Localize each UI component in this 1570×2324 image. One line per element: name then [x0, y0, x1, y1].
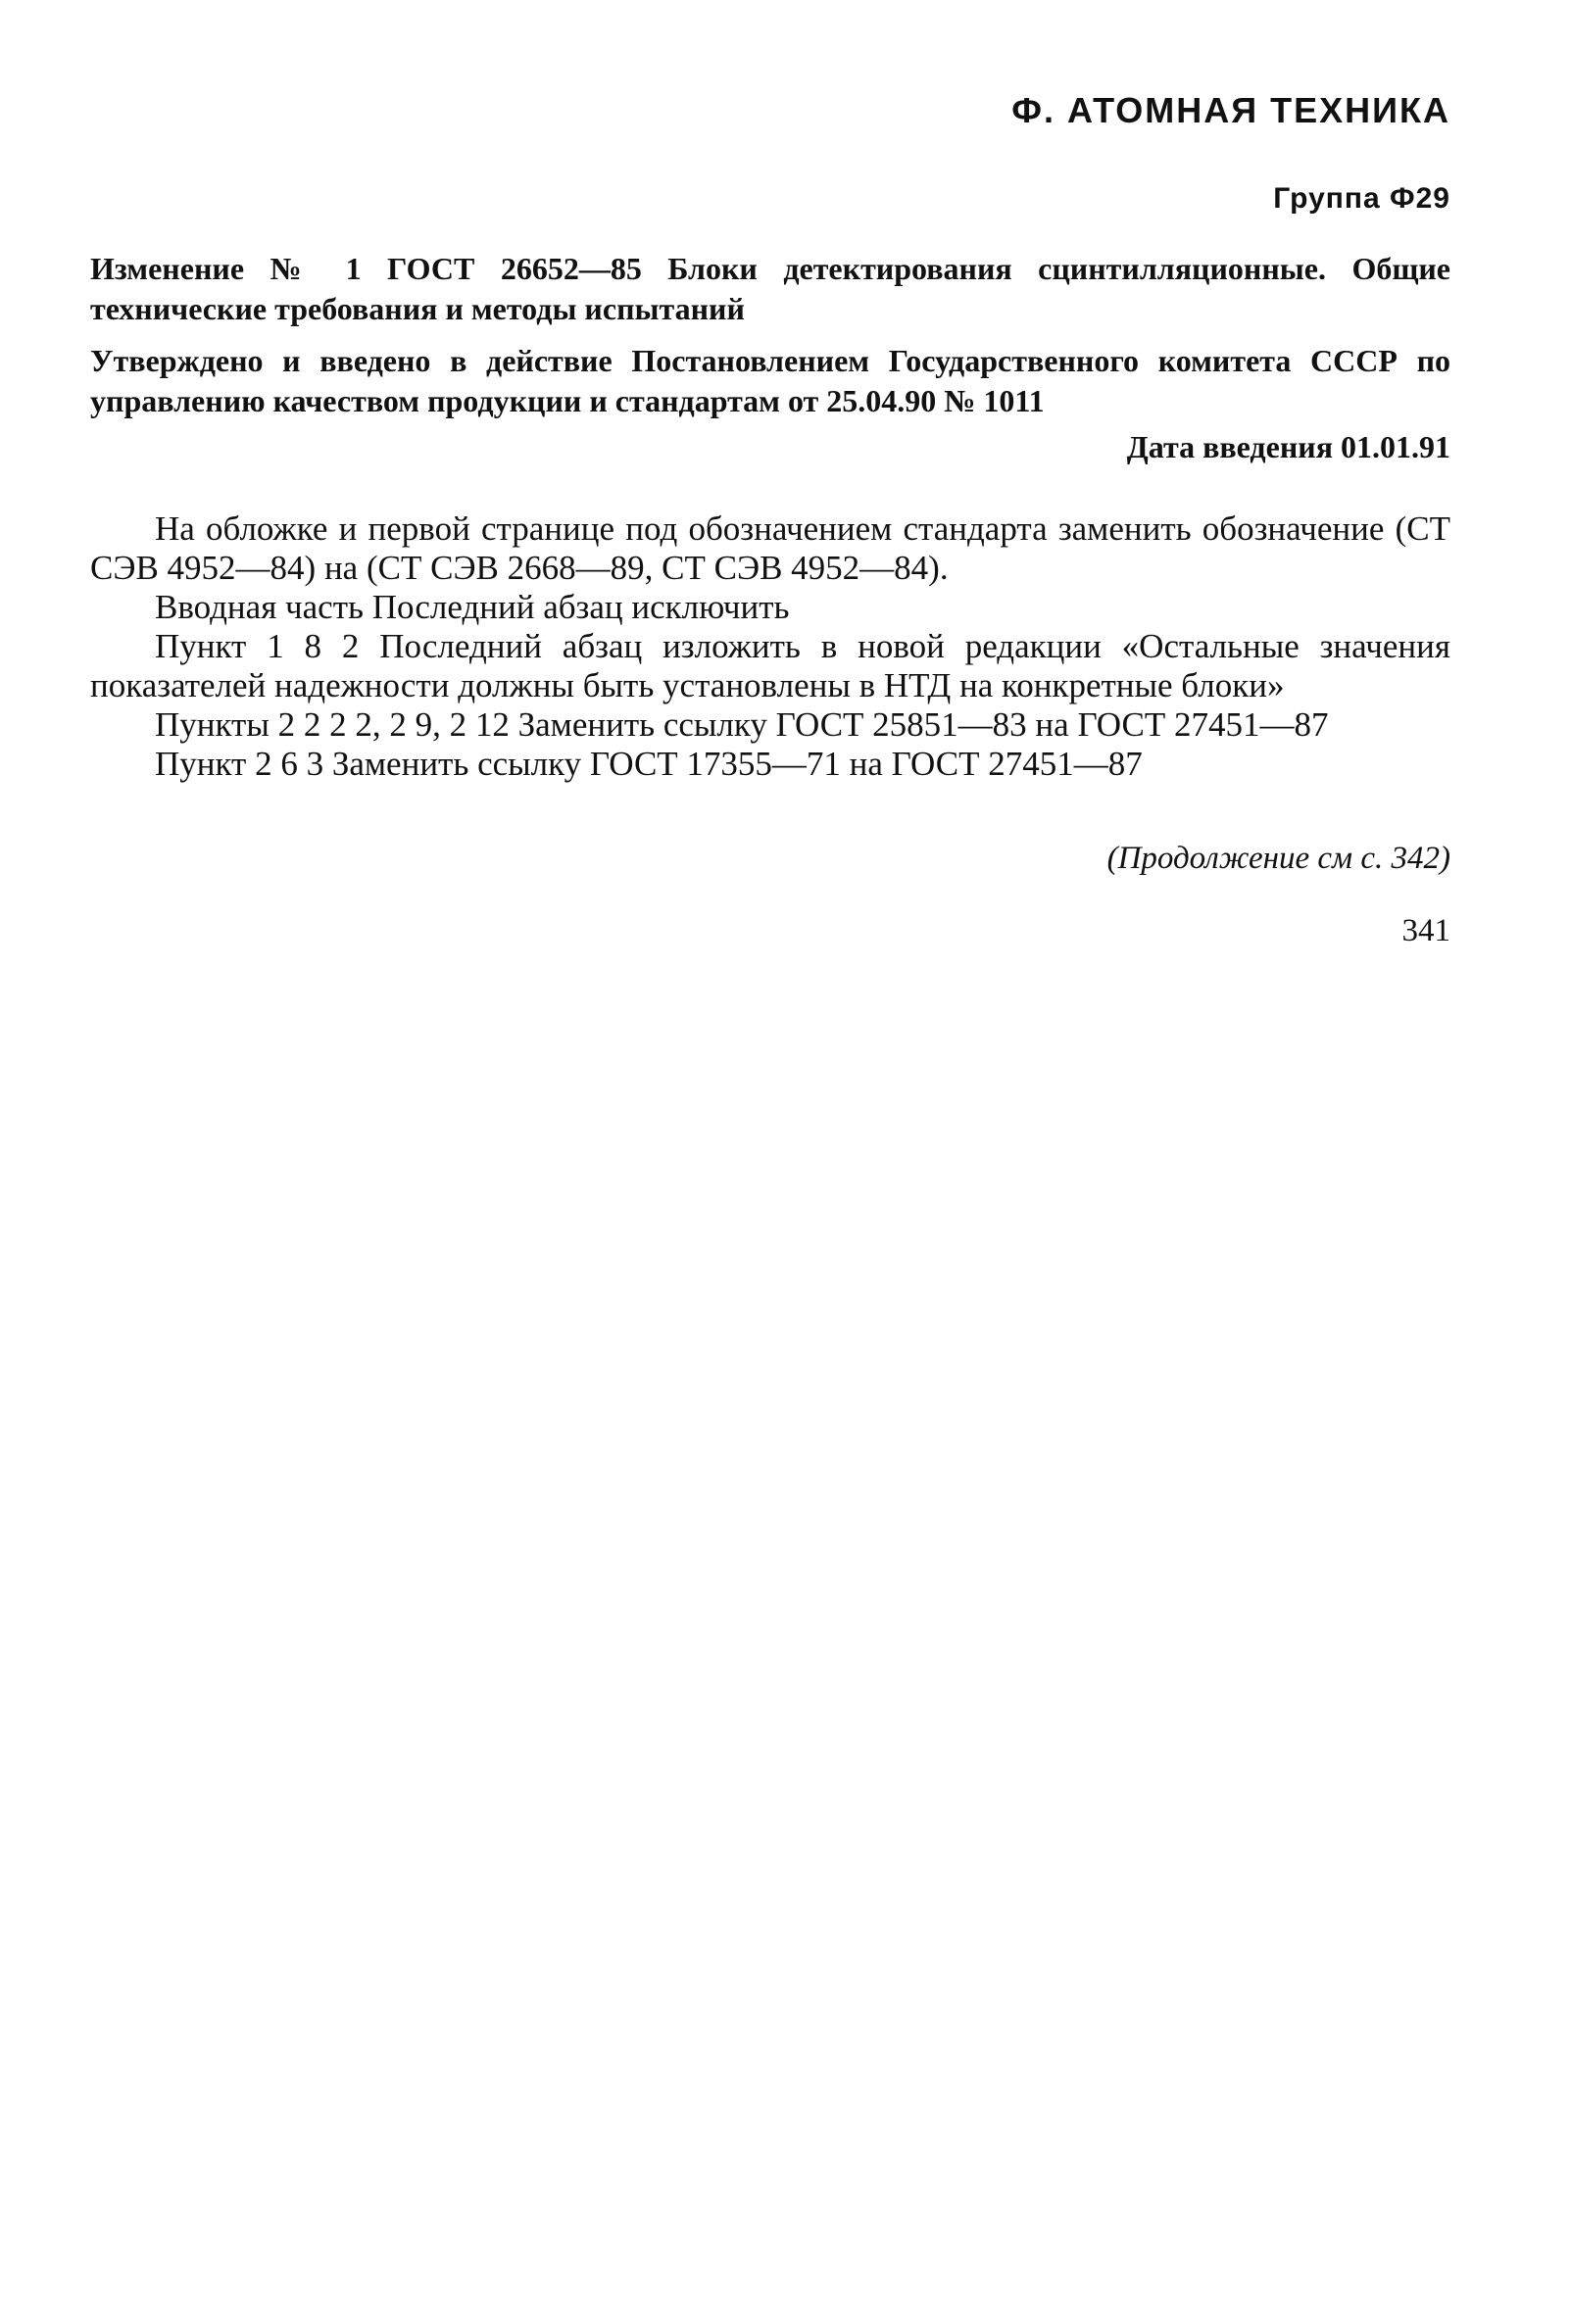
paragraph-cover-designation: На обложке и первой странице под обозначением стандарта заменить обозначение (СТ СЭВ 4952—84) на (СТ СЭВ 2668—89, СТ СЭВ 4952—84).: [90, 509, 1450, 587]
page-number: 341: [1401, 913, 1450, 948]
document-page: [90, 0, 1450, 2324]
paragraph-clause-1-8-2: Пункт 1 8 2 Последний абзац изложить в новой редакции «Остальные значения показателей надежности должны быть установлены в НТД на конкретные блоки»: [90, 627, 1450, 704]
body-text: [90, 509, 1450, 784]
introduction-date: Дата введения 01.01.91: [1126, 429, 1450, 464]
paragraph-clauses-2-2-2-2: Пункты 2 2 2 2, 2 9, 2 12 Заменить ссылку ГОСТ 25851—83 на ГОСТ 27451—87: [155, 705, 1329, 744]
continuation-note: (Продолжение см с. 342): [1106, 841, 1450, 876]
paragraph-introduction: Вводная часть Последний абзац исключить: [155, 588, 790, 626]
approval-statement: Утверждено и введено в действие Постановлением Государственного комитета СССР по управлению качеством продукции и стандартам от 25.04.90 № 1011: [90, 343, 1450, 418]
section-title: Ф. АТОМНАЯ ТЕХНИКА: [1011, 90, 1450, 130]
group-code: Группа Ф29: [1273, 182, 1450, 215]
change-title: Изменение № 1 ГОСТ 26652—85 Блоки детектирования сцинтилляционные. Общие технические требования и методы испытаний: [90, 251, 1450, 326]
paragraph-clause-2-6-3: Пункт 2 6 3 Заменить ссылку ГОСТ 17355—71 на ГОСТ 27451—87: [155, 745, 1143, 783]
